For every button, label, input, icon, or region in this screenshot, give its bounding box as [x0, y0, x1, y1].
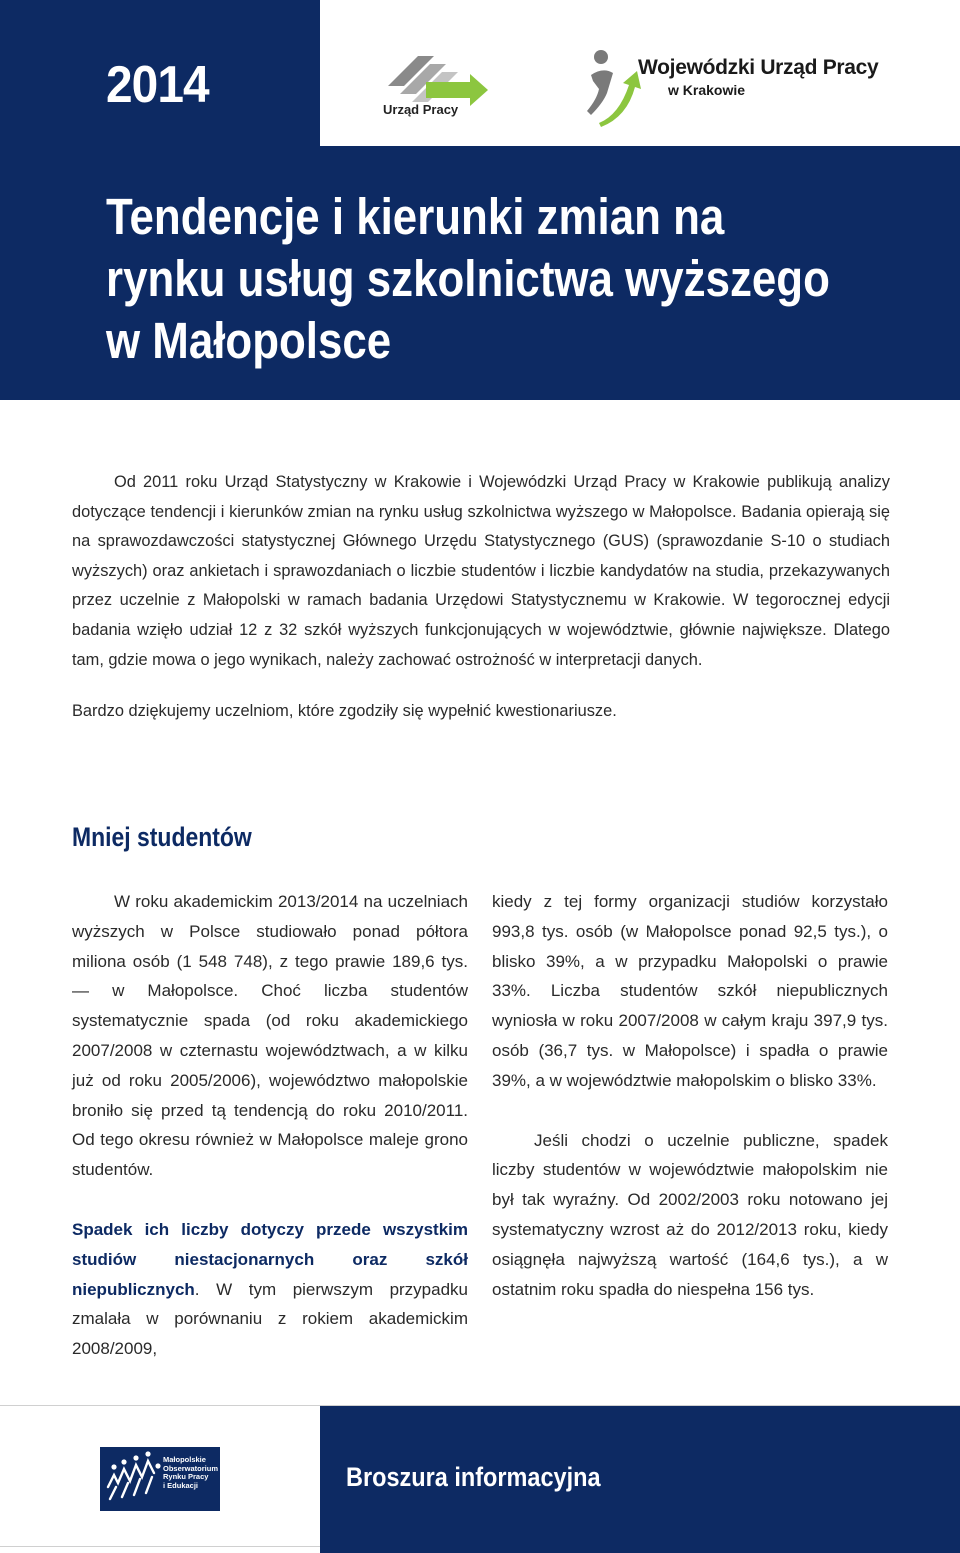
- urzad-pracy-logo-text: Urząd Pracy: [383, 102, 459, 117]
- right-paragraph-2: Jeśli chodzi o uczelnie publiczne, spadek liczby studentów w województwie małopolskim nie był tak wyraźny. Od 2002/2003 roku notowano jej systematyczny wzrost aż do 2012/2013 roku, kiedy osiągnęła najwyższą wartość (164,6 tys.), a w ostatnim roku spadła do niespełna 156 tys.: [492, 1130, 888, 1299]
- right-column: [492, 887, 888, 1304]
- intro-section: [72, 468, 890, 727]
- right-paragraph-1: kiedy z tej formy organizacji studiów korzystało 993,8 tys. osób (w Małopolsce ponad 92,5 tys.), o blisko 39%, a w przypadku Małopolski o prawie 33%. Liczba studentów szkół niepublicznych wyniosła w roku 2007/2008 w całym kraju 397,9 tys. osób (36,7 tys. w Małopolsce) i spadła o prawie 39%, a w województwie małopolskim o blisko 33%.: [492, 892, 888, 1090]
- footer-bottom-divider: [0, 1546, 320, 1547]
- left-paragraph-2-bold: Spadek ich liczby dotyczy przede wszystkim studiów niestacjonarnych oraz szkół niepublicznych: [72, 1219, 468, 1299]
- title-line-1: Tendencje i kierunki zmian na: [106, 188, 725, 245]
- observatory-figures-icon: [102, 1447, 164, 1511]
- left-paragraph-1: W roku akademickim 2013/2014 na uczelniach wyższych w Polsce studiowało ponad półtora miliona osób (1 548 748), z tego prawie 189,6 tys. — w Małopolsce. Choć liczba studentów systematycznie spada (od roku akademickiego 2007/2008 w czternastu województwach, a w kilku już od roku 2005/2006), województwo małopolskie broniło się przed tą tendencją do roku 2010/2011. Od tego okresu również w Małopolsce maleje grono studentów.: [72, 892, 468, 1180]
- title-line-3: w Małopolsce: [106, 312, 392, 369]
- thanks-paragraph: Bardzo dziękujemy uczelniom, które zgodziły się wypełnić kwestionariusze.: [72, 702, 617, 721]
- title-line-2: rynku usług szkolnictwa wyższego: [106, 250, 830, 307]
- wup-logo-city: w Krakowie: [668, 82, 746, 98]
- observatory-line-1: Małopolskie: [163, 1455, 206, 1464]
- year-label: 2014: [106, 56, 209, 114]
- observatory-line-4: i Edukacji: [163, 1480, 199, 1490]
- observatory-line-3: Rynku Pracy: [163, 1472, 209, 1482]
- left-paragraph-2-rest: . W tym pierwszym przypadku zmalała w porównaniu z rokiem akademickim 2008/2009,: [72, 1279, 468, 1359]
- wup-logo-name: Wojewódzki Urząd Pracy: [638, 56, 879, 79]
- section-heading: Mniej studentów: [72, 822, 252, 852]
- wup-figure-logo-icon: [585, 45, 645, 127]
- page-title: [106, 186, 830, 372]
- left-column: [72, 887, 468, 1364]
- observatory-logo-text: [163, 1456, 218, 1490]
- intro-paragraph: Od 2011 roku Urząd Statystyczny w Krakowie i Wojewódzki Urząd Pracy w Krakowie publikują analizy dotyczące tendencji i kierunków zmian na rynku usług szkolnictwa wyższego w Małopolsce. Badania opierają się na sprawozdawczości statystycznej Głównego Urzędu Statystycznego (GUS) (sprawozdanie S-10 o studiach wyższych) oraz ankietach i sprawozdaniach o liczbie studentów i liczbie kandydatów na studia, przekazywanych przez uczelnie z Małopolski w ramach badania Urzędowi Statystycznemu w Krakowie. W tegorocznej edycji badania wzięło udział 12 z 32 szkół wyższych funkcjonujących w województwie, głównie największe. Dlatego tam, gdzie mowa o jego wynikach, należy zachować ostrożność w interpretacji danych.: [72, 473, 890, 669]
- left-paragraph-2: [72, 1215, 468, 1364]
- brochure-label: Broszura informacyjna: [346, 1462, 601, 1492]
- observatory-line-2: Obserwatorium: [163, 1463, 219, 1473]
